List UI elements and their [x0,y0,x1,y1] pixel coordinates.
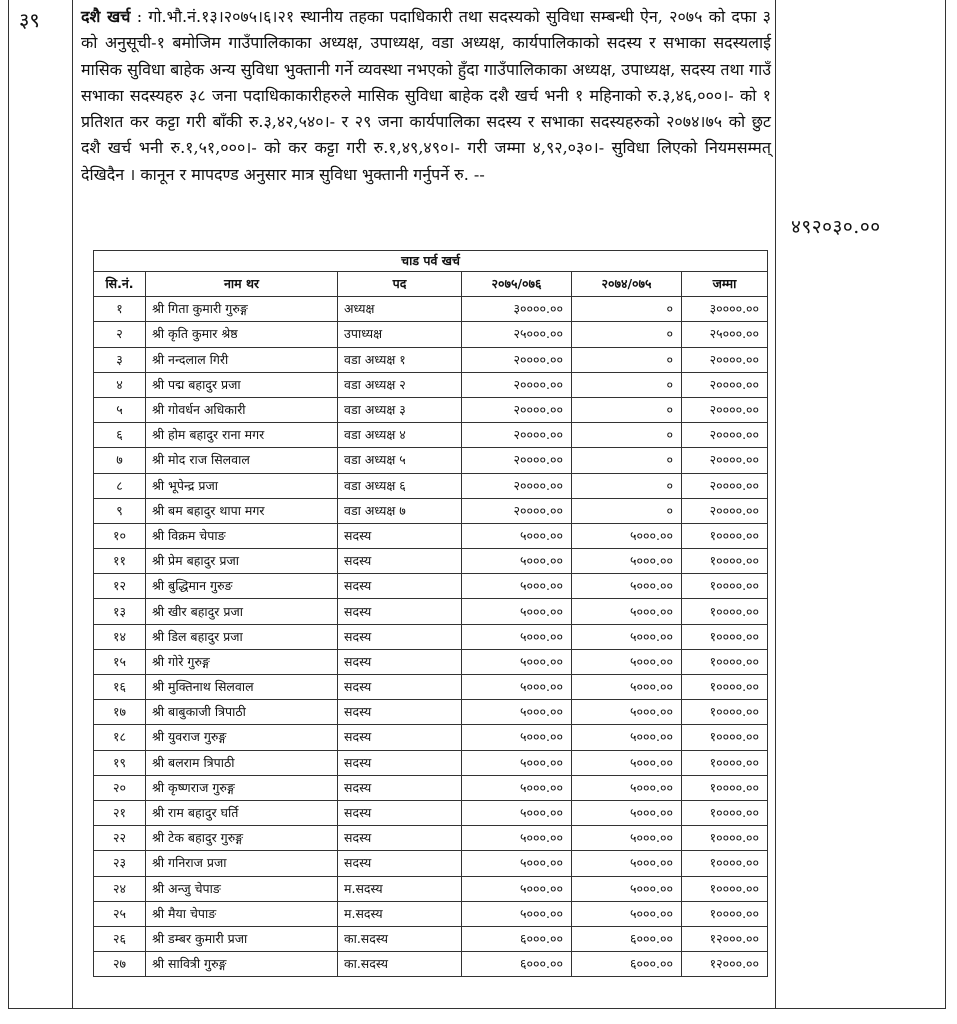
table-row [94,926,768,951]
table-cell: २००००.०० [682,372,768,397]
table-cell: ५०००.०० [462,599,572,624]
table-cell: २५ [94,901,146,926]
table-cell: श्री बलराम त्रिपाठी [146,750,338,775]
table-cell: २००००.०० [682,473,768,498]
table-cell: १००००.०० [682,800,768,825]
table-cell: श्री मैया चेपाङ [146,901,338,926]
table-row [94,297,768,322]
table-cell: श्री बुद्धिमान गुरुङ [146,574,338,599]
table-cell: १० [94,523,146,548]
table-row [94,549,768,574]
festival-expense-table [93,250,768,977]
table-cell: ५०००.०० [572,876,682,901]
table-cell: १५ [94,649,146,674]
table-cell: २ [94,322,146,347]
table-cell: १००००.०० [682,901,768,926]
table-cell: ० [572,448,682,473]
paragraph-text: : गो.भौ.नं.१३।२०७५।६।२१ स्थानीय तहका पदाधिकारी तथा सदस्यको सुविधा सम्बन्धी ऐन, २०७५ को दफा ३ को अनुसूची-१ बमोजिम गाउँपालिकाका अध्यक्ष, उपाध्यक्ष, वडा अध्यक्ष, कार्यपालिकाको सदस्य र सभाका सदस्यलाई मासिक सुविधा बाहेक अन्य सुविधा भुक्तानी गर्ने व्यवस्था नभएको हुँदा गाउँपालिकाका अध्यक्ष, उपाध्यक्ष, सदस्य तथा गाउँ सभाका सदस्यहरु ३८ जना पदाधिकाकारीहरुले मासिक सुविधा बाहेक दशै खर्च भनी १ महिनाको रु.३,४६,०००।- को १ प्रतिशत कर कट्टा गरी बाँकी रु.३,४२,५४०।- र २९ जना कार्यपालिका सदस्य र सभाका सदस्यहरुको २०७४।७५ को छुट दशै खर्च भनी रु.१,५१,०००।- को कर कट्टा गरी रु.१,४९,४९०।- गरी जम्मा ४,९२,०३०।- सुविधा लिएको नियमसम्मत् देखिदैन । कानून र मापदण्ड अनुसार मात्र सुविधा भुक्तानी गर्नुपर्ने रु. -- [81,7,772,184]
table-cell: ५०००.०० [462,826,572,851]
table-cell: ० [572,397,682,422]
table-row [94,347,768,372]
table-cell: अध्यक्ष [338,297,462,322]
table-cell: ० [572,423,682,448]
table-cell: ५०००.०० [572,750,682,775]
table-cell: ५०००.०० [572,549,682,574]
table-cell: ५०००.०० [462,851,572,876]
table-cell: वडा अध्यक्ष २ [338,372,462,397]
table-cell: २००००.०० [462,448,572,473]
table-cell: ६०००.०० [572,952,682,977]
table-cell: सदस्य [338,549,462,574]
table-cell: श्री पद्म बहादुर प्रजा [146,372,338,397]
table-cell: ५०००.०० [572,574,682,599]
table-cell: श्री गिता कुमारी गुरुङ्ग [146,297,338,322]
table-cell: ५०००.०० [462,800,572,825]
table-cell: सदस्य [338,649,462,674]
table-cell: २००००.०० [462,473,572,498]
table-cell: श्री नन्दलाल गिरी [146,347,338,372]
table-cell: का.सदस्य [338,926,462,951]
table-cell: १२०००.०० [682,952,768,977]
table-cell: ४ [94,372,146,397]
table-cell: १००००.०० [682,725,768,750]
table-cell: १००००.०० [682,826,768,851]
table-row [94,523,768,548]
column-header: पद [338,272,462,297]
table-cell: २६ [94,926,146,951]
table-cell: श्री कृष्णराज गुरुङ्ग [146,775,338,800]
table-cell: उपाध्यक्ष [338,322,462,347]
table-cell: २५०००.०० [682,322,768,347]
table-cell: सदस्य [338,725,462,750]
table-row [94,775,768,800]
table-cell: श्री गनिराज प्रजा [146,851,338,876]
table-cell: १७ [94,700,146,725]
table-cell: श्री मोद राज सिलवाल [146,448,338,473]
table-row [94,599,768,624]
table-cell: ० [572,347,682,372]
table-cell: ६०००.०० [462,952,572,977]
table-cell: १००००.०० [682,549,768,574]
table-cell: ० [572,297,682,322]
table-cell: १००००.०० [682,574,768,599]
table-cell: ५०००.०० [462,700,572,725]
table-cell: १००००.०० [682,700,768,725]
table-cell: १००००.०० [682,649,768,674]
column-header: नाम थर [146,272,338,297]
document-row [8,0,946,1009]
column-divider [775,0,776,1008]
table-cell: २००००.०० [462,372,572,397]
table-cell: सदस्य [338,800,462,825]
table-cell: श्री राम बहादुर घर्ति [146,800,338,825]
table-cell: ० [572,372,682,397]
table-row [94,498,768,523]
table-cell: ५०००.०० [462,574,572,599]
table-cell: २५०००.०० [462,322,572,347]
table-cell: २००००.०० [682,423,768,448]
table-cell: श्री भूपेन्द्र प्रजा [146,473,338,498]
table-cell: सदस्य [338,599,462,624]
table-cell: १ [94,297,146,322]
table-cell: १००००.०० [682,876,768,901]
table-row [94,800,768,825]
table-cell: ५०००.०० [572,826,682,851]
table-cell: श्री मुक्तिनाथ सिलवाल [146,675,338,700]
table-cell: वडा अध्यक्ष ५ [338,448,462,473]
table-cell: ६०००.०० [462,926,572,951]
table-cell: ५०००.०० [572,851,682,876]
table-cell: १००००.०० [682,523,768,548]
table-row [94,574,768,599]
table-row [94,952,768,977]
column-header: सि.नं. [94,272,146,297]
column-header: २०७५/०७६ [462,272,572,297]
table-cell: ५०००.०० [572,675,682,700]
table-row [94,423,768,448]
table-cell: २० [94,775,146,800]
table-row [94,372,768,397]
table-cell: ५०००.०० [572,700,682,725]
table-cell: ९ [94,498,146,523]
table-cell: सदस्य [338,675,462,700]
table-cell: १६ [94,675,146,700]
table-row [94,750,768,775]
table-cell: ५०००.०० [572,901,682,926]
table-row [94,473,768,498]
table-cell: १००००.०० [682,775,768,800]
table-cell: २००००.०० [682,397,768,422]
table-cell: ५०००.०० [462,901,572,926]
table-cell: २१ [94,800,146,825]
table-cell: सदस्य [338,750,462,775]
table-cell: श्री सावित्री गुरुङ्ग [146,952,338,977]
table-cell: श्री बाबुकाजी त्रिपाठी [146,700,338,725]
table-cell: वडा अध्यक्ष १ [338,347,462,372]
table-cell: २७ [94,952,146,977]
table-cell: १२०००.०० [682,926,768,951]
table-cell: १००००.०० [682,675,768,700]
table-cell: ५०००.०० [572,523,682,548]
table-cell: ० [572,498,682,523]
table-cell: ५०००.०० [462,549,572,574]
table-cell: सदस्य [338,574,462,599]
observation-paragraph [81,4,771,188]
table-cell: सदस्य [338,775,462,800]
table-cell: १४ [94,624,146,649]
table-row [94,649,768,674]
table-cell: ३ [94,347,146,372]
table-cell: वडा अध्यक्ष ७ [338,498,462,523]
table-cell: ५०००.०० [462,725,572,750]
table-cell: १००००.०० [682,599,768,624]
table-cell: ५०००.०० [462,675,572,700]
table-cell: सदस्य [338,826,462,851]
table-cell: श्री गोवर्धन अधिकारी [146,397,338,422]
table-cell: ५ [94,397,146,422]
table-cell: १८ [94,725,146,750]
table-cell: २००००.०० [462,397,572,422]
table-cell: ० [572,473,682,498]
table-cell: वडा अध्यक्ष ६ [338,473,462,498]
table-cell: वडा अध्यक्ष ३ [338,397,462,422]
table-cell: श्री खीर बहादुर प्रजा [146,599,338,624]
table-cell: ५०००.०० [462,523,572,548]
table-cell: ५०००.०० [572,775,682,800]
table-cell: ५०००.०० [462,750,572,775]
table-cell: सदस्य [338,700,462,725]
table-cell: ६०००.०० [572,926,682,951]
table-cell: १३ [94,599,146,624]
table-row [94,826,768,851]
table-cell: श्री टेक बहादुर गुरुङ्ग [146,826,338,851]
column-divider [72,0,73,1008]
table-cell: श्री होम बहादुर राना मगर [146,423,338,448]
column-header: २०७४/०७५ [572,272,682,297]
table-cell: १००००.०० [682,750,768,775]
table-cell: १००००.०० [682,624,768,649]
amount-value: ४९२०३०.०० [791,216,881,238]
table-cell: श्री गोरे गुरुङ्ग [146,649,338,674]
column-header: जम्मा [682,272,768,297]
table-cell: म.सदस्य [338,876,462,901]
table-cell: श्री विक्रम चेपाङ [146,523,338,548]
table-cell: ५०००.०० [572,624,682,649]
table-cell: ५०००.०० [572,800,682,825]
table-cell: श्री प्रेम बहादुर प्रजा [146,549,338,574]
table-cell: १९ [94,750,146,775]
table-row [94,624,768,649]
table-cell: ५०००.०० [572,725,682,750]
table-row [94,725,768,750]
table-cell: श्री बम बहादुर थापा मगर [146,498,338,523]
table-cell: श्री अन्जु चेपाङ [146,876,338,901]
table-caption: चाड पर्व खर्च [94,251,768,272]
table-cell: ५०००.०० [462,876,572,901]
table-cell: २००००.०० [462,423,572,448]
table-cell: १००००.०० [682,851,768,876]
table-cell: ५०००.०० [572,599,682,624]
table-cell: सदस्य [338,523,462,548]
table-cell: श्री युवराज गुरुङ्ग [146,725,338,750]
table-cell: ७ [94,448,146,473]
table-cell: श्री कृति कुमार श्रेष्ठ [146,322,338,347]
table-row [94,448,768,473]
table-cell: २००००.०० [462,347,572,372]
table-cell: २००००.०० [682,448,768,473]
table-cell: ६ [94,423,146,448]
table-cell: सदस्य [338,624,462,649]
table-cell: २००००.०० [682,347,768,372]
table-cell: २४ [94,876,146,901]
table-cell: १२ [94,574,146,599]
table-cell: म.सदस्य [338,901,462,926]
serial-number: ३९ [19,8,40,32]
table-row [94,876,768,901]
table-row [94,675,768,700]
table-cell: ५०००.०० [462,649,572,674]
table-cell: श्री डम्बर कुमारी प्रजा [146,926,338,951]
table-cell: सदस्य [338,851,462,876]
table-cell: वडा अध्यक्ष ४ [338,423,462,448]
table-cell: ५०००.०० [572,649,682,674]
table-cell: श्री डिल बहादुर प्रजा [146,624,338,649]
table-cell: २२ [94,826,146,851]
table-cell: ० [572,322,682,347]
table-row [94,851,768,876]
table-cell: ३००००.०० [462,297,572,322]
table-cell: ५०००.०० [462,624,572,649]
table-cell: ११ [94,549,146,574]
table-cell: २००००.०० [462,498,572,523]
table-cell: ३००००.०० [682,297,768,322]
table-cell: २००००.०० [682,498,768,523]
table-cell: का.सदस्य [338,952,462,977]
table-cell: ८ [94,473,146,498]
paragraph-heading: दशै खर्च [81,7,131,26]
table-row [94,322,768,347]
table-cell: २३ [94,851,146,876]
table-row [94,700,768,725]
table-row [94,397,768,422]
table-cell: ५०००.०० [462,775,572,800]
table-row [94,901,768,926]
